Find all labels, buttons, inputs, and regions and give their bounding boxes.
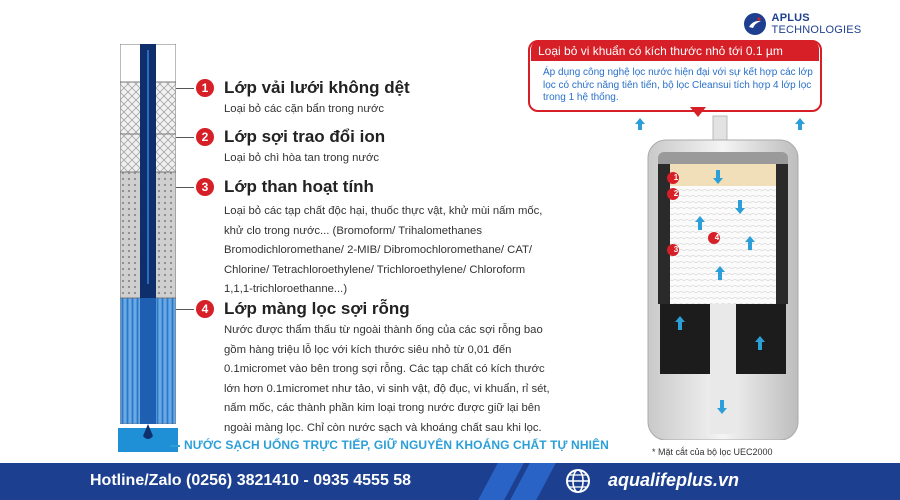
callout-title: Loại bỏ vi khuẩn có kích thước nhỏ tới 0.1 µm xyxy=(538,44,783,58)
layer-3-title: Lớp than hoạt tính xyxy=(224,177,374,196)
layer-1-description: Loại bỏ các cặn bẩn trong nước xyxy=(224,103,385,115)
layer-2-description: Loại bỏ chì hòa tan trong nước xyxy=(224,152,380,164)
filter-cutaway xyxy=(618,110,858,440)
filter-layer-column xyxy=(120,44,176,424)
connector-4 xyxy=(176,309,194,310)
connector-2 xyxy=(176,137,194,138)
connector-3 xyxy=(176,187,194,188)
connector-1 xyxy=(176,88,194,89)
water-drop-base xyxy=(118,424,178,452)
website-link[interactable]: aqualifeplus.vn xyxy=(608,470,740,490)
brand-name: APLUS TECHNOLOGIES xyxy=(771,12,862,36)
cutaway-label-1: 1 xyxy=(673,173,679,182)
logo-icon xyxy=(744,13,766,35)
cutaway-caption: * Mặt cắt của bộ lọc UEC2000 xyxy=(652,447,773,457)
layer-2-title: Lớp sợi trao đổi ion xyxy=(224,127,386,146)
layer-4-badge: 4 xyxy=(196,300,214,318)
cutaway-label-2: 2 xyxy=(673,189,679,198)
globe-icon xyxy=(565,468,591,494)
hotline-text: Hotline/Zalo (0256) 3821410 - 0935 4555 58 xyxy=(90,472,412,489)
layer-2-badge: 2 xyxy=(196,128,214,146)
layer-3-badge: 3 xyxy=(196,178,214,196)
layer-1-badge: 1 xyxy=(196,79,214,97)
layer-4-description: Nước được thẩm thấu từ ngoài thành ống của các sợi rỗng bao gồm hàng triệu lỗ lọc với kích thước siêu nhỏ từ 0,01 đến 0.1micromet vào bên trong sợi rỗng. Các tạp chất có kích thước lớn hơn 0.1micromet như tảo, vi sinh vật, độ đục, vi khuẩn, rỉ sét, nấm mốc, các thành phần kim loại trong nước được giữ lại bên ngoài màng lọc. Chỉ còn nước sạch và khoáng chất sau khi lọc. xyxy=(224,324,550,434)
layer-3-description: Loại bỏ các tạp chất độc hại, thuốc thực vật, khử mùi nấm mốc, khử clo trong nước... (Bromoform/ Trihalomethanes Bromodichloromethane/ 2-MIB/ Dibromochloromethane/ CAT/ Chlorine/ Tetrachloroethylene/ Trichloroethylene/ Chloroform 1,1,1-trichloroethanne...) xyxy=(224,205,543,295)
callout-body: Áp dụng công nghệ lọc nước hiện đại với sự kết hợp các lớp lọc có chức năng tiên tiến, bộ lọc Cleansui tích hợp 4 lớp lọc trong 1 hệ thống. xyxy=(543,67,813,104)
brand-logo xyxy=(744,12,900,36)
layer-1-title: Lớp vải lưới không dệt xyxy=(224,78,410,97)
cutaway-label-4: 4 xyxy=(714,233,720,242)
layer-4-title: Lớp màng lọc sợi rỗng xyxy=(224,299,410,318)
footer-note: NƯỚC SẠCH UỐNG TRỰC TIẾP, GIỮ NGUYÊN KHOÁNG CHẤT TỰ NHIÊN xyxy=(184,438,609,452)
footer-dash xyxy=(170,445,180,447)
cutaway-label-3: 3 xyxy=(673,245,679,254)
